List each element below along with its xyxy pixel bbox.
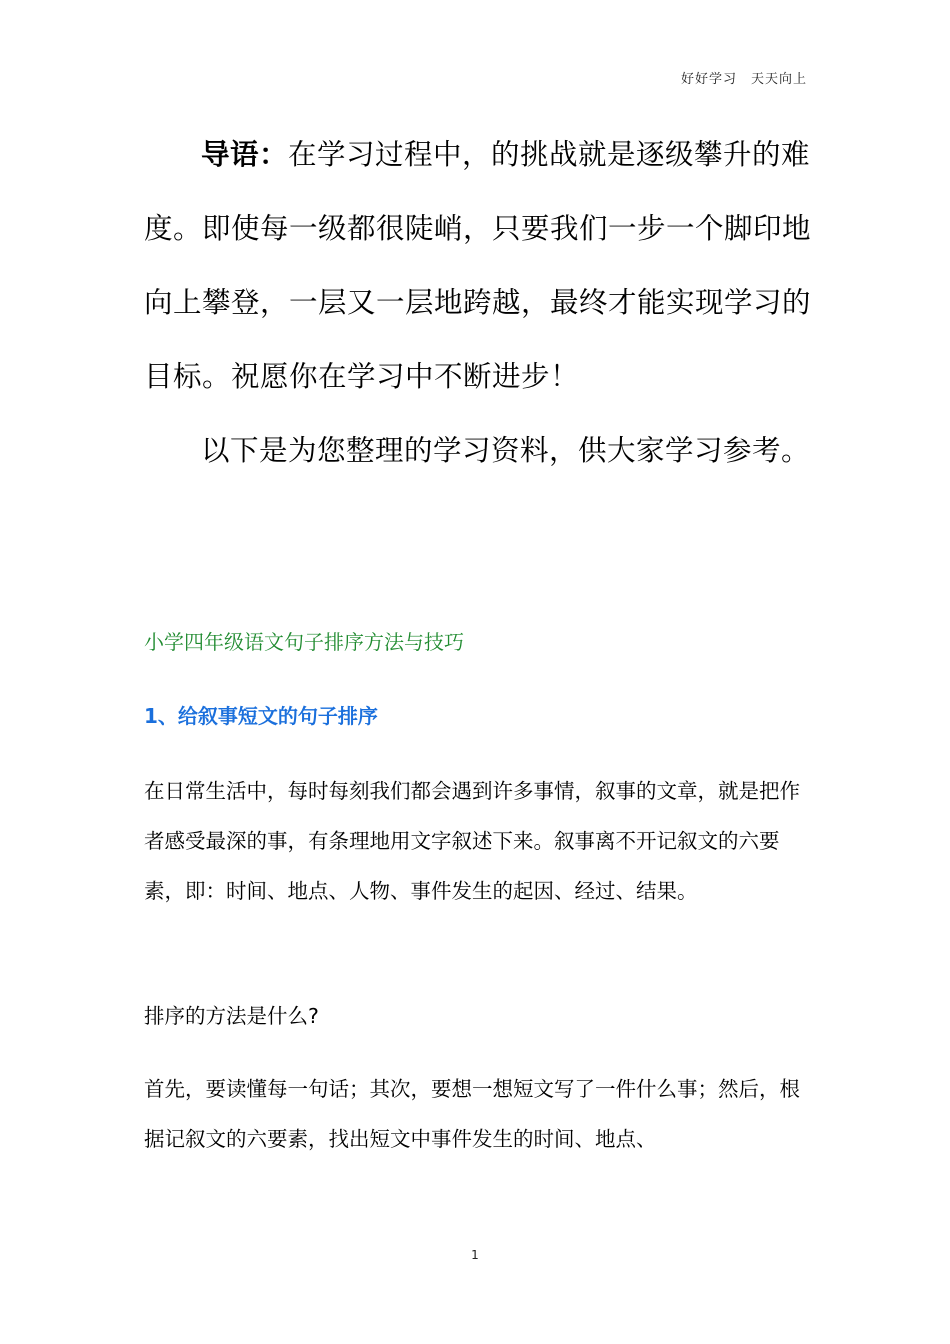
intro-lead: 导语：	[201, 138, 289, 171]
intro-paragraph-1-text: 在学习过程中，的挑战就是逐级攀升的难度。即使每一级都很陡峭，只要我们一步一个脚印地向上攀登，一层又一层地跨越，最终才能实现学习的目标。祝愿你在学习中不断进步！	[144, 138, 812, 393]
section-heading: 1、给叙事短文的句子排序	[144, 704, 378, 728]
body-paragraph-3: 首先，要读懂每一句话；其次，要想一想短文写了一件什么事；然后，根据记叙文的六要素，找出短文中事件发生的时间、地点、	[144, 1077, 800, 1151]
body-paragraph-2: 排序的方法是什么?	[144, 1004, 319, 1028]
document-title: 小学四年级语文句子排序方法与技巧	[144, 630, 464, 654]
page-number: 1	[471, 1248, 479, 1262]
intro-paragraph-2: 以下是为您整理的学习资料，供大家学习参考。	[201, 434, 811, 467]
intro-block	[144, 118, 812, 488]
body-paragraph-1: 在日常生活中，每时每刻我们都会遇到许多事情，叙事的文章，就是把作者感受最深的事，有条理地用文字叙述下来。叙事离不开记叙文的六要素，即：时间、地点、人物、事件发生的起因、经过、结果。	[144, 779, 800, 903]
intro-paragraph-1	[144, 118, 812, 414]
header-note: 好好学习 天天向上	[680, 72, 807, 87]
